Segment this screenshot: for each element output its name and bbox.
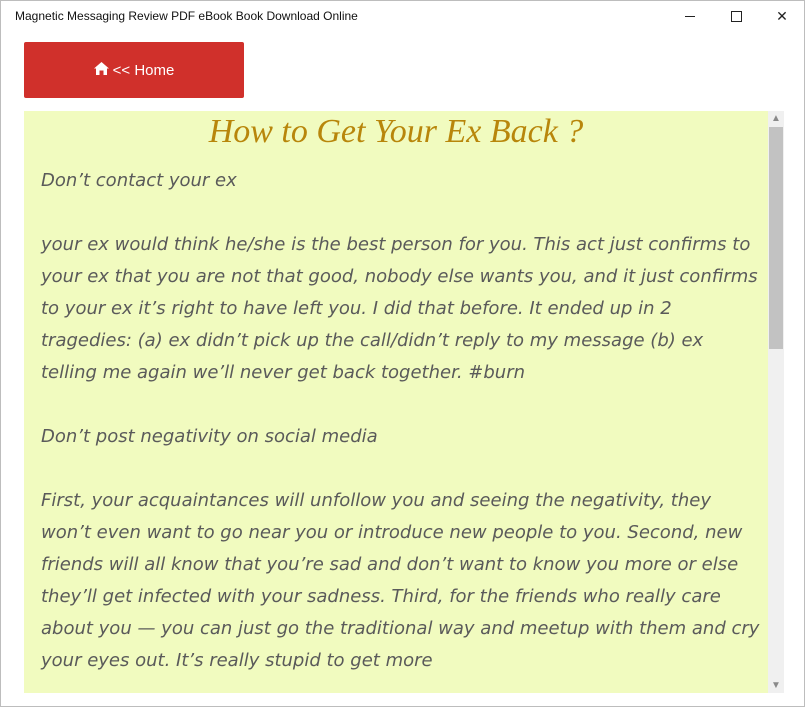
scroll-up-arrow-icon[interactable]: ▲ xyxy=(771,113,781,124)
minimize-icon xyxy=(685,16,695,17)
home-button-label: << Home xyxy=(112,61,175,79)
paragraph-2: your ex would think he/she is the best person for you. This act just confirms to your ex that you are not that good, nobody else wants you, and it just confirms to your ex it’s right to have left you. I did that before. It ended up in 2 tragedies: (a) ex didn’t pick up the call/didn’t reply to my message (b) ex telling me again we’ll never get back together. #burn xyxy=(41,234,758,383)
paragraph-1: Don’t contact your ex xyxy=(41,170,237,191)
close-icon: ✕ xyxy=(776,7,788,24)
paragraph-4: First, your acquaintances will unfollow you and seeing the negativity, they won’t even want to go near you or introduce new people to you. Second, new friends will all know that you’re sad and don’t want to know you more or else they’ll get infected with your sadness. Third, for the friends who really care about you — you can just go the traditional way and meetup with them and cry your eyes out. It’s really stupid to get more xyxy=(41,490,760,671)
maximize-button[interactable] xyxy=(713,1,759,31)
title-bar[interactable] xyxy=(1,1,804,31)
article-heading: How to Get Your Ex Back ? xyxy=(208,113,584,150)
window-title: Magnetic Messaging Review PDF eBook Book Download Online xyxy=(15,9,358,23)
close-button[interactable] xyxy=(759,1,805,31)
home-button[interactable] xyxy=(24,42,244,98)
home-icon xyxy=(94,62,109,79)
maximize-icon xyxy=(731,11,742,22)
article-body xyxy=(41,165,761,677)
scroll-down-arrow-icon[interactable]: ▼ xyxy=(771,680,781,691)
article-panel xyxy=(24,111,768,693)
scrollbar-thumb[interactable] xyxy=(769,127,783,349)
minimize-button[interactable] xyxy=(667,1,713,31)
paragraph-3: Don’t post negativity on social media xyxy=(41,426,378,447)
vertical-scrollbar[interactable] xyxy=(768,111,784,693)
